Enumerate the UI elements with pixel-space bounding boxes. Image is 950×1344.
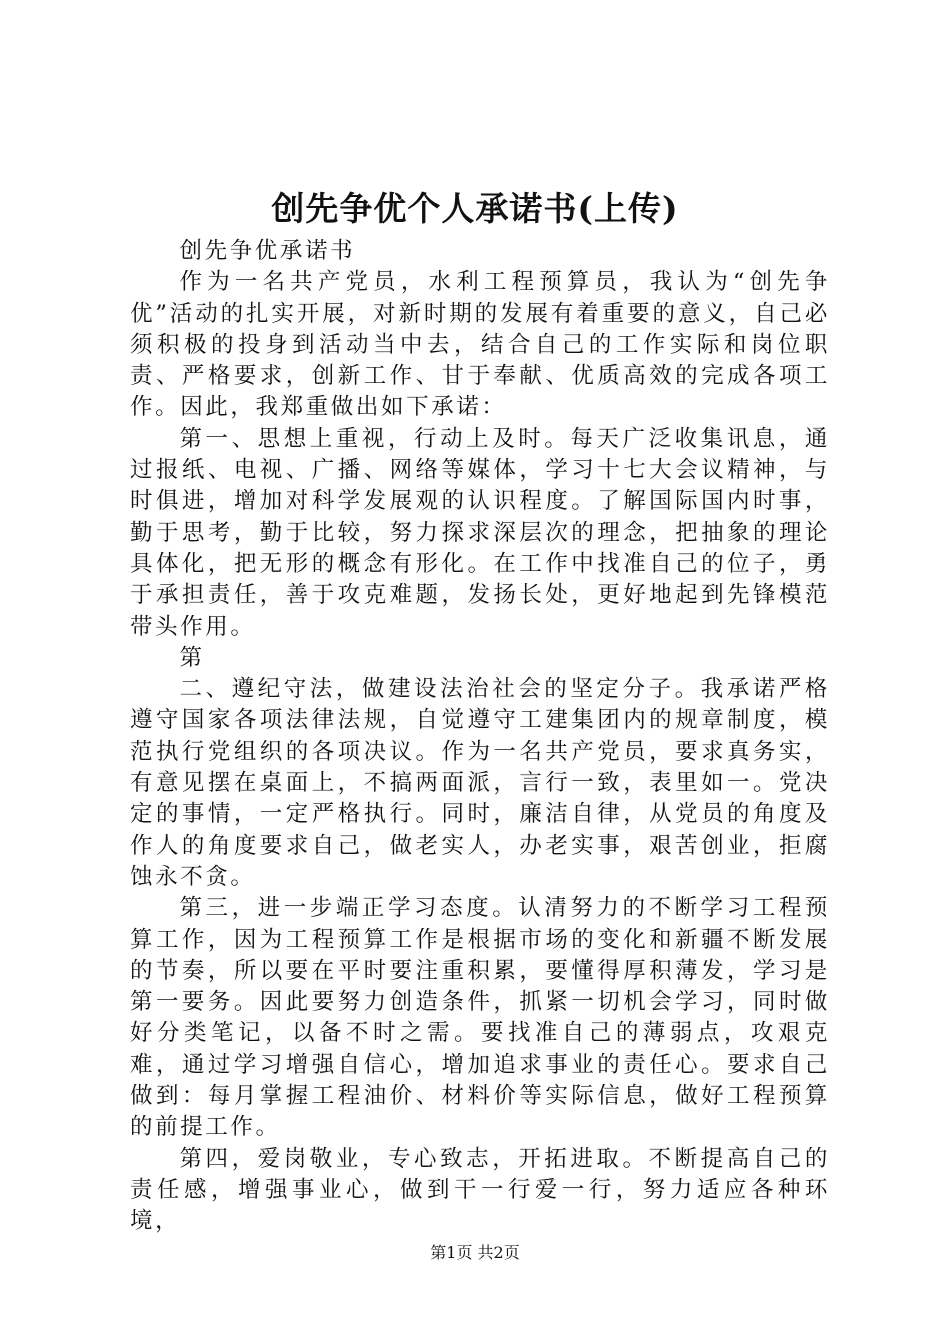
paragraph-first-promise: 第一、思想上重视，行动上及时。每天广泛收集讯息，通过报纸、电视、广播、网络等媒体，学习十七大会议精神，与时俱进，增加对科学发展观的认识程度。了解国际国内时事，勤于思考，勤于比较，努力探求深层次的理念，把抽象的理论具体化，把无形的概念有形化。在工作中找准自己的位子，勇于承担责任，善于攻克难题，发扬长处，更好地起到先锋模范带头作用。 [130,425,830,640]
document-title: 创先争优个人承诺书(上传) [271,189,679,228]
paragraph-heading: 创先争优承诺书 [179,238,356,264]
document-body [130,236,830,1238]
paragraph-second-promise: 二、遵纪守法，做建设法治社会的坚定分子。我承诺严格遵守国家各项法律法规，自觉遵守工建集团内的规章制度，模范执行党组织的各项决议。作为一名共产党员，要求真务实，有意见摆在桌面上，不搞两面派，言行一致，表里如一。党决定的事情，一定严格执行。同时，廉洁自律，从党员的角度及作人的角度要求自己，做老实人，办老实事，艰苦创业，拒腐蚀永不贪。 [130,676,830,890]
paragraph-second-label: 第 [179,644,205,671]
paragraph-intro: 作为一名共产党员，水利工程预算员，我认为“创先争优”活动的扎实开展，对新时期的发展有着重要的意义，自己必须积极的投身到活动当中去，结合自己的工作实际和岗位职责、严格要求，创新工作、甘于奉献、优质高效的完成各项工作。因此，我郑重做出如下承诺： [130,269,830,421]
paragraph-third-promise: 第三，进一步端正学习态度。认清努力的不断学习工程预算工作，因为工程预算工作是根据市场的变化和新疆不断发展的节奏，所以要在平时要注重积累，要懂得厚积薄发，学习是第一要务。因此要努力创造条件，抓紧一切机会学习，同时做好分类笔记，以备不时之需。要找准自己的薄弱点，攻艰克难，通过学习增强自信心，增加追求事业的责任心。要求自己做到：每月掌握工程油价、材料价等实际信息，做好工程预算的前提工作。 [130,895,830,1141]
paragraph-fourth-promise: 第四，爱岗敬业，专心致志，开拓进取。不断提高自己的责任感，增强事业心，做到干一行爱一行，努力适应各种环境， [130,1145,830,1235]
page-number-footer: 第1页 共2页 [430,1243,520,1262]
